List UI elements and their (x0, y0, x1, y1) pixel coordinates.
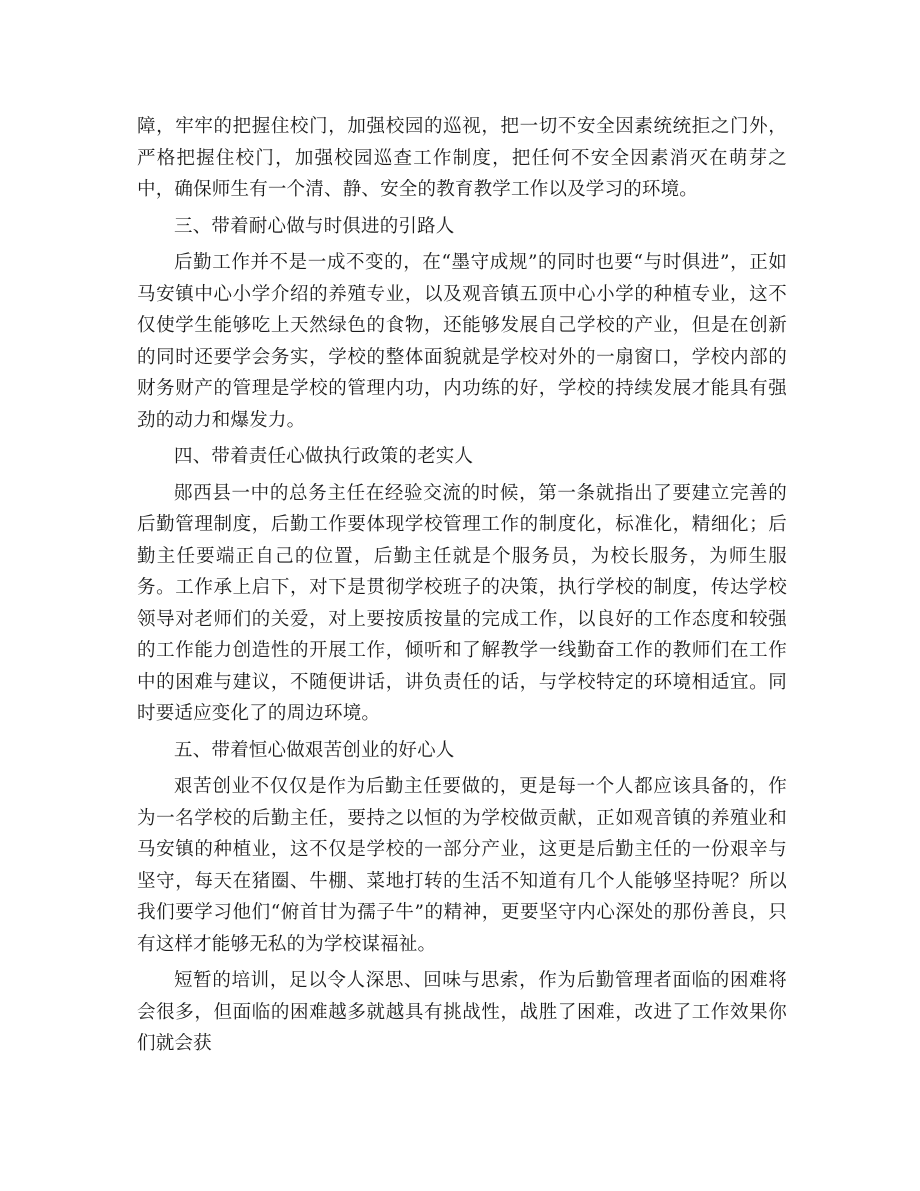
heading-section-three: 三、带着耐心做与时俱进的引路人 (174, 215, 455, 237)
document-body (137, 111, 787, 1060)
heading-section-four: 四、带着责任心做执行政策的老实人 (174, 446, 474, 467)
paragraph-keep-pace: 后勤工作并不是一成不变的，在“墨守成规”的同时也要“与时俱进”，正如马安镇中心小学介绍的养殖专业，以及观音镇五顶中心小学的种植专业，这不仅使学生能够吃上天然绿色的食物，还能够发展自己学校的产业，但是在创新的同时还要学会务实，学校的整体面貌就是学校对外的一扇窗口，学校内部的财务财产的管理是学校的管理内功，内功练的好，学校的持续发展才能具有强劲的动力和爆发力。 (137, 252, 787, 431)
paragraph-hard-work: 艰苦创业不仅仅是作为后勤主任要做的，更是每一个人都应该具备的，作为一名学校的后勤主任，要持之以恒的为学校做贡献，正如观音镇的养殖业和马安镇的种植业，这不仅是学校的一部分产业，这更是后勤主任的一份艰辛与坚守，每天在猪圈、牛棚、菜地打转的生活不知道有几个人能够坚持呢？所以我们要学习他们“俯首甘为孺子牛”的精神，更要坚守内心深处的那份善良，只有这样才能够无私的为学校谋福祉。 (137, 776, 787, 955)
paragraph-responsibility: 郧西县一中的总务主任在经验交流的时候，第一条就指出了要建立完善的后勤管理制度，后勤工作要体现学校管理工作的制度化，标准化，精细化；后勤主任要端正自己的位置，后勤主任就是个服务员，为校长服务，为师生服务。工作承上启下，对下是贯彻学校班子的决策，执行学校的制度，传达学校领导对老师们的关爱，对上要按质按量的完成工作，以良好的工作态度和较强的工作能力创造性的开展工作，倾听和了解教学一线勤奋工作的教师们在工作中的困难与建议，不随便讲话，讲负责任的话，与学校特定的环境相适宜。同时要适应变化了的周边环境。 (137, 482, 787, 724)
paragraph-school-gate: 障，牢牢的把握住校门，加强校园的巡视，把一切不安全因素统统拒之门外，严格把握住校门，加强校园巡查工作制度，把任何不安全因素消灭在萌芽之中，确保师生有一个清、静、安全的教育教学工作以及学习的环境。 (137, 116, 787, 200)
paragraph-training-summary: 短暂的培训，足以令人深思、回味与思索，作为后勤管理者面临的困难将会很多，但面临的困难越多就越具有挑战性，战胜了困难，改进了工作效果你们就会获 (137, 970, 787, 1054)
heading-section-five: 五、带着恒心做艰苦创业的好心人 (174, 739, 455, 761)
